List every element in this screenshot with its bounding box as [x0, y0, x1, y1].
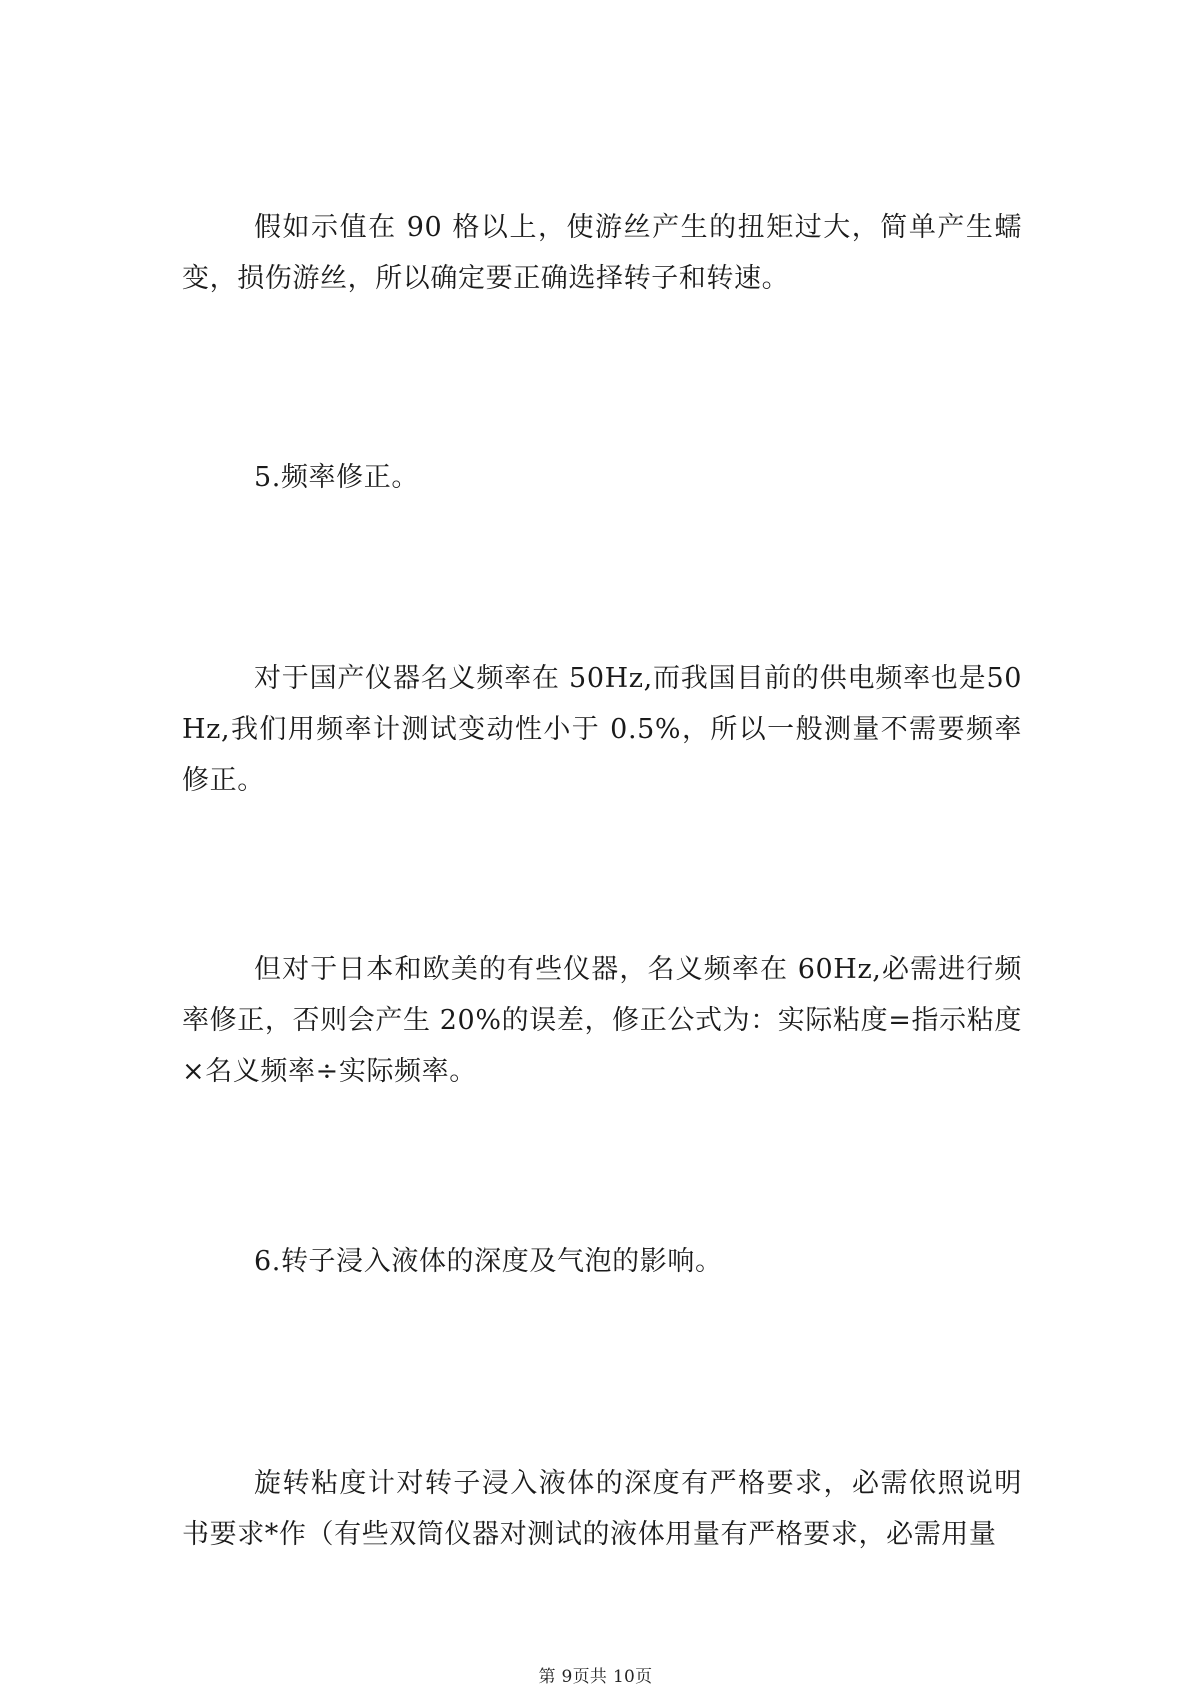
paragraph-rotor-depth: 旋转粘度计对转子浸入液体的深度有严格要求，必需依照说明书要求*作（有些双筒仪器对测试的液体用量有严格要求，必需用量	[182, 1468, 1022, 1550]
paragraph-domestic-frequency: 对于国产仪器名义频率在 50Hz,而我国目前的供电频率也是50Hz,我们用频率计测试变动性小于 0.5%，所以一般测量不需要频率修正。	[182, 663, 1022, 796]
paragraph-torque-warning: 假如示值在 90 格以上，使游丝产生的扭矩过大，简单产生蠕变，损伤游丝，所以确定要正确选择转子和转速。	[182, 212, 1022, 294]
page-number-footer: 第 9页共 10页	[538, 1667, 653, 1687]
paragraph-foreign-frequency: 但对于日本和欧美的有些仪器，名义频率在 60Hz,必需进行频率修正，否则会产生 20%的误差，修正公式为：实际粘度=指示粘度×名义频率÷实际频率。	[182, 954, 1022, 1087]
section-heading-rotor-depth: 6.转子浸入液体的深度及气泡的影响。	[254, 1246, 723, 1277]
section-heading-frequency-correction: 5.频率修正。	[254, 462, 419, 493]
